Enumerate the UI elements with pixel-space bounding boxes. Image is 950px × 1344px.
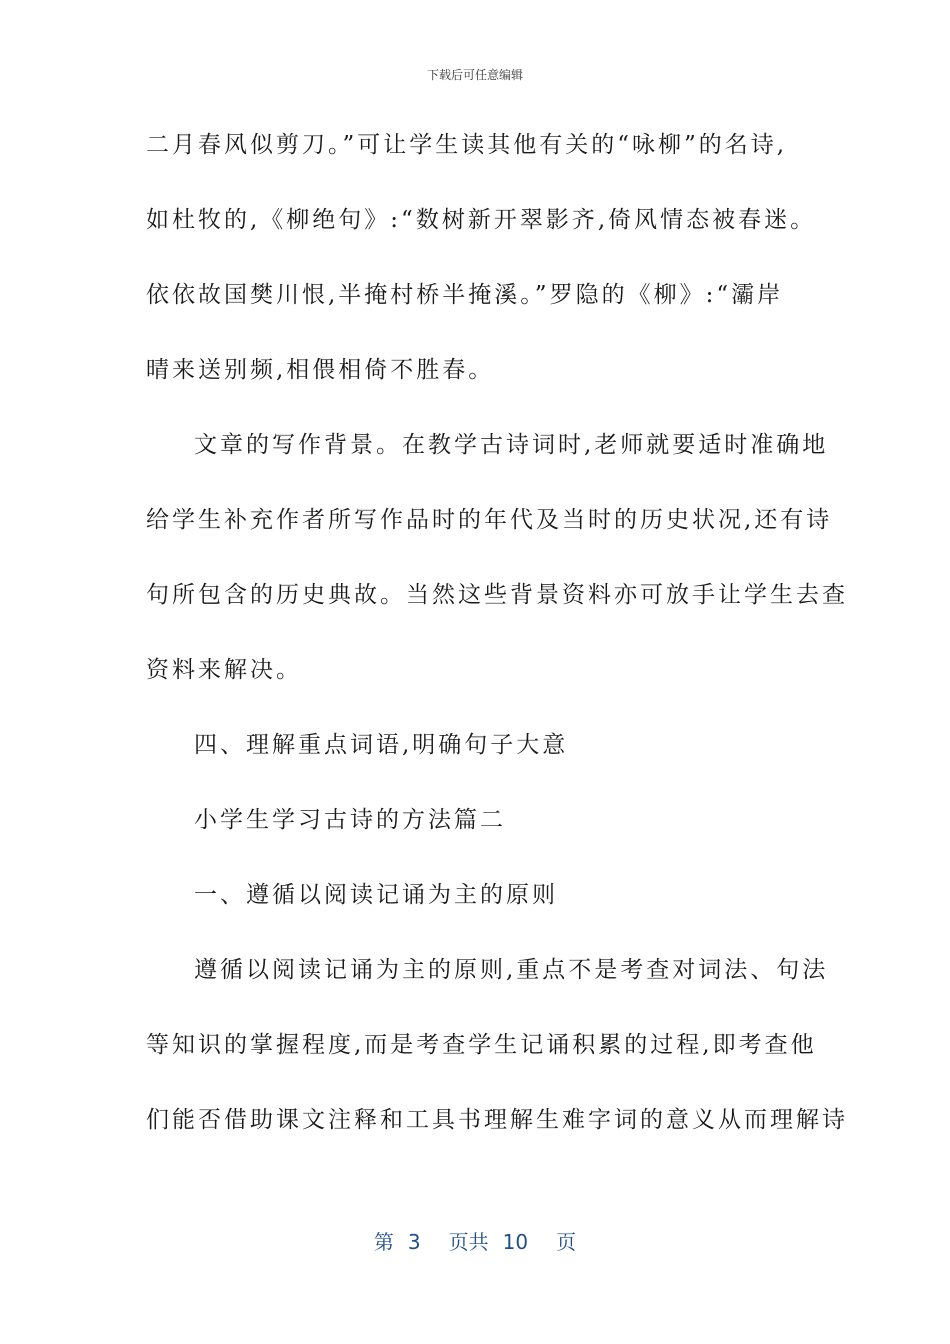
paragraph-line: 们能否借助课文注释和工具书理解生难字词的意义从而理解诗 — [146, 1107, 848, 1133]
paragraph-line: 如杜牧的,《柳绝句》:“数树新开翠影齐,倚风情态被春迷。 — [146, 207, 817, 233]
paragraph-line: 依依故国樊川恨,半掩村桥半掩溪。”罗隐的《柳》:“灞岸 — [146, 282, 784, 308]
page-suffix: 页 — [556, 1230, 577, 1254]
paragraph-line: 给学生补充作者所写作品时的年代及当时的历史状况,还有诗 — [146, 507, 833, 533]
section-heading: 四、理解重点词语,明确句子大意 — [194, 732, 569, 758]
current-page-number: 3 — [407, 1230, 421, 1254]
paragraph-line: 句所包含的历史典故。当然这些背景资料亦可放手让学生去查 — [146, 582, 848, 608]
page-prefix: 第 — [373, 1230, 394, 1254]
section-heading: 一、遵循以阅读记诵为主的原则 — [194, 882, 558, 908]
paragraph-line: 遵循以阅读记诵为主的原则,重点不是考查对词法、句法 — [194, 957, 829, 983]
paragraph-line: 二月春风似剪刀。”可让学生读其他有关的“咏柳”的名诗, — [146, 132, 788, 158]
paragraph-line: 晴来送别频,相偎相倚不胜春。 — [146, 357, 495, 383]
page-mid-label: 页共 — [448, 1230, 489, 1254]
paragraph-line: 文章的写作背景。在教学古诗词时,老师就要适时准确地 — [194, 432, 829, 458]
page-header-note: 下载后可任意编辑 — [426, 68, 523, 82]
paragraph-line: 等知识的掌握程度,而是考查学生记诵积累的过程,即考查他 — [146, 1032, 817, 1058]
article-title: 小学生学习古诗的方法篇二 — [194, 807, 506, 833]
paragraph-line: 资料来解决。 — [146, 657, 302, 683]
total-page-number: 10 — [502, 1230, 529, 1254]
page-footer — [0, 1226, 950, 1255]
